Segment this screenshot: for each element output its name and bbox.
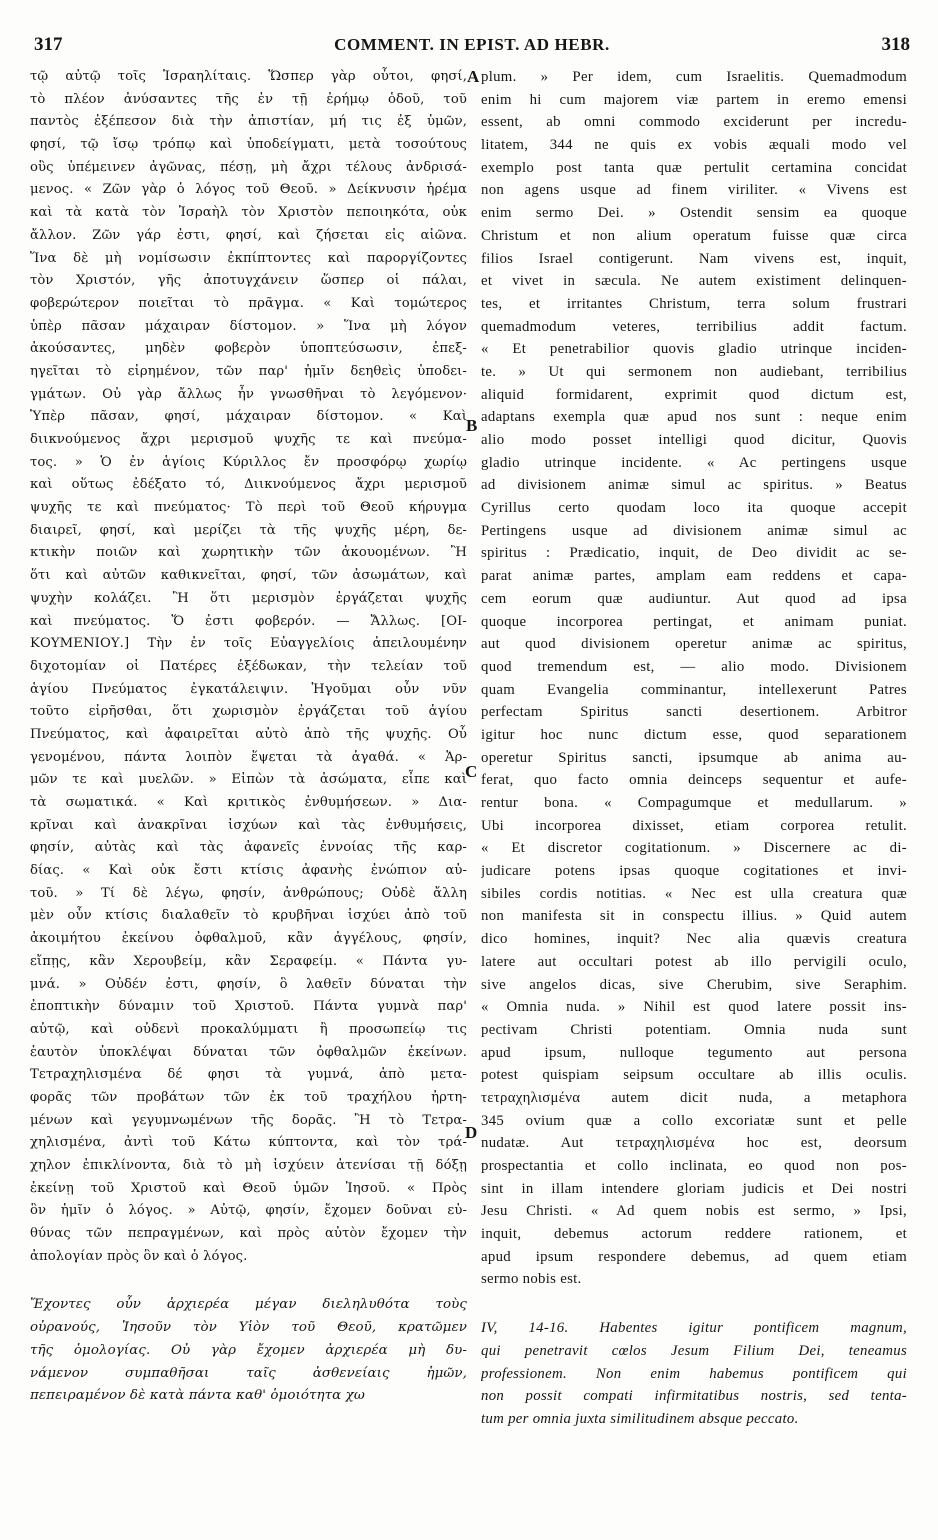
latin-text-line: « Et penetrabilior quovis gladio utrinque inciden-	[481, 341, 907, 358]
latin-text-line: litatem, 344 ne quis ex vobis æquali modo vel	[481, 137, 907, 154]
latin-text-line: « Et discretor cogitationum. » Discernere ac di-	[481, 840, 907, 857]
latin-text-line: sint in illam intendere gloriam judicis et Dei nostri	[481, 1180, 907, 1197]
greek-text-line: διικνούμενος ἄχρι μερισμοῦ ψυχῆς τε καὶ πνεύμα-	[30, 432, 467, 447]
latin-text-line: Pertingens usque ad divisionem animæ simul ac	[481, 522, 907, 539]
latin-text-line: adaptans exempla quæ apud nos sunt : neque enim	[481, 409, 907, 426]
latin-text-line: aliquid formidarent, exprimit quod dictum est,	[481, 386, 907, 403]
latin-text-line: nudatæ. Aut τετραχηλισμένα hoc est, deorsum	[481, 1135, 907, 1152]
latin-text-line: prospectantia et collo inclinata, eo quod non pos-	[481, 1158, 907, 1174]
greek-text-line: οὓς ὑπέμεινεν ἀγῶνας, πέσῃ, μὴ ἄχρι τέλους ἀνδρισά-	[30, 159, 467, 175]
latin-verse-line: tum per omnia juxta similitudinem absque peccato.	[481, 1410, 799, 1427]
latin-text-line: perfectam Spiritus sancti desertionem. Arbitror	[481, 704, 907, 721]
latin-text-line: « Omnia nuda. » Nihil est quod latere possit ins-	[481, 999, 907, 1016]
margin-letter-a: A	[467, 67, 480, 86]
greek-text-line: τὸ πλέον ἀνύσαντες τῆς ἐν τῇ ἐρήμῳ ὁδοῦ, τοῦ	[30, 91, 467, 107]
latin-verse-line: qui penetravit cœlos Jesum Filium Dei, teneamus	[481, 1342, 907, 1359]
latin-text-line: pectivam Christi potentiam. Omnia nuda sunt	[481, 1021, 907, 1038]
latin-text-line: apud ipsum, nulloque tegumento aut persona	[481, 1044, 907, 1061]
greek-text-line: ἀκοιμήτου ἐκείνου ὀφθαλμοῦ, κἂν ἀγγέλους, φησίν,	[30, 931, 467, 947]
greek-text-line: ΚΟΥΜΕΝΙΟΥ.] Τὴν ἐν τοῖς Εὐαγγελίοις ἀπειλουμένην	[30, 636, 467, 652]
greek-text-line: τῷ αὐτῷ τοῖς Ἰσραηλίταις. Ὥσπερ γὰρ οὗτοι, φησί,	[30, 69, 467, 84]
latin-text-line: apud ipsum respondere debemus, ad quem etiam	[481, 1248, 907, 1265]
latin-text-line: inquit, debemus actorum reddere rationem, et	[481, 1226, 907, 1243]
greek-text-line: Ἵνα δὲ μὴ νομίσωσιν ἐκπίπτοντες καὶ παροργίζοντες	[30, 250, 467, 266]
greek-section-gap	[30, 1268, 467, 1294]
greek-text-line: διχοτομίαν οἱ Πατέρες ἐξέδωκαν, τὴν τελείαν τοῦ	[30, 658, 467, 674]
greek-text-line: ψυχὴν κολάζει. Ἢ ὅτι μερισμὸν ἐργάζεται ψυχῆς	[30, 590, 467, 606]
latin-text-line: Cyrillus certo quodam loco ita quoque accepit	[481, 500, 907, 517]
greek-text-line: γενομένου, πάντα λοιπὸν ἕψεται τὰ ἀγαθά. « Ἁρ-	[30, 749, 467, 765]
latin-text-line: latere aut occultari potest ab illo pervigili oculo,	[481, 953, 907, 970]
latin-text-line: Jesu Christi. « Ad quem nobis est sermo, » Ipsi,	[481, 1203, 907, 1220]
latin-text-line: non manifesta sit in conspectu illius. » Quid autem	[481, 908, 907, 925]
greek-verse-line: Ἔχοντες οὖν ἀρχιερέα μέγαν διεληλυθότα τοὺς	[30, 1297, 467, 1313]
latin-text-line: Christum et non alium operatum fuisse quæ circa	[481, 227, 907, 244]
greek-text-line: ὑπὲρ πᾶσαν μάχαιραν δίστομον. » Ἵνα μὴ λόγον	[30, 318, 467, 334]
greek-text-line: κτικὴν ποιῶν καὶ χωρητικὴν τῶν ἀκουομένων. Ἢ	[30, 545, 467, 561]
greek-text-line: ηγεῖται τὸ εἰρημένον, τῶν παρ' ἡμῖν δεηθεὶς ὑποδει-	[30, 363, 467, 379]
greek-text-line: τὰ σωματικά. « Καὶ κριτικὸς ἐνθυμήσεων. » Δια-	[30, 795, 467, 810]
latin-text-line: quemadmodum veteres, terribilius addit factum.	[481, 318, 907, 335]
greek-text-line: καὶ οὕτως ἐδέξατο τό, Διικνούμενος ἄχρι μερισμοῦ	[30, 477, 467, 493]
latin-section-gap	[481, 1291, 907, 1317]
greek-text-line: χηλον ἐπικλίνοντα, διὰ τὸ μὴ ἰσχύειν ἀτενίσαι τῇ δόξῃ	[30, 1158, 467, 1173]
greek-text-line: μενος. « Ζῶν γὰρ ὁ λόγος τοῦ Θεοῦ. » Δείκνυσιν ἠρέμα	[30, 182, 467, 198]
latin-text-line: enim hi cum majorem viæ partem in eremo emensi	[481, 91, 907, 108]
latin-text-line: operetur Spiritus sancti, ipsumque ab anima au-	[481, 749, 907, 766]
latin-text-line: cem eorum quæ audiuntur. Aut quod ad ipsa	[481, 590, 907, 607]
latin-text-line: potest quispiam seipsum occultare ab illis oculis.	[481, 1067, 907, 1084]
greek-text-line: χηλισμένα, ἀντὶ τοῦ Κάτω κύπτοντα, καὶ τὸν τρά-	[30, 1135, 467, 1151]
greek-text-line: Πνεύματος, καὶ ἀφαιρεῖται αὐτὸ ἀπὸ τῆς ψυχῆς. Οὗ	[30, 726, 467, 742]
greek-text-line: γμάτων. Οὐ γὰρ ἄλλως ἦν γνωσθῆναι τὸ λεγόμενον·	[30, 386, 467, 402]
greek-text-line: Ὑπὲρ πᾶσαν, φησί, μάχαιραν δίστομον. « Καὶ	[30, 409, 467, 425]
left-page-number: 317	[34, 34, 63, 55]
latin-text-line: gladio utrinque incidente. « Ac pertingens usque	[481, 454, 907, 471]
greek-text-line: ἐποπτικὴν δύναμιν τοῦ Χριστοῦ. Πάντα γυμνὰ παρ'	[30, 999, 467, 1015]
latin-verse-line: professionem. Non enim habemus pontificem qui	[481, 1365, 907, 1382]
greek-text-line: φησί, τῷ ἴσῳ τρόπῳ καὶ ὑποδείγματι, μετὰ τοσούτους	[30, 137, 467, 153]
greek-text-line: τοῦτο εἰρῆσθαι, ὅτι χωρισμὸν ἐργάζεται τοῦ ἁγίου	[30, 704, 467, 720]
margin-letter-b: B	[466, 416, 478, 435]
latin-text-line: dico homines, inquit? Nec alia quævis creatura	[481, 931, 907, 948]
greek-text-line: καὶ τὰ κατὰ τὸν Ἰσραὴλ τὸν Χριστὸν πεποιηκότα, οὐκ	[30, 205, 467, 221]
greek-text-line: καὶ πνεύματος. Ὅ ἐστι φοβερόν. — Ἄλλως. [ΟΙ-	[30, 613, 467, 629]
latin-text-line: essent, ab omni commodo exciderunt per incredu-	[481, 114, 907, 131]
greek-text-line: φησίν, αὐτὰς καὶ τὰς ἀφανεῖς ἐννοίας τῆς καρ-	[30, 840, 467, 856]
greek-text-line: παντὸς ἐξέπεσον διὰ τὴν ἀπιστίαν, μή τις ἐξ ὑμῶν,	[30, 114, 467, 130]
greek-text-line: μένων καὶ γεγυμνωμένων τῆς δορᾶς. Ἢ τὸ Τετρα-	[30, 1112, 467, 1128]
greek-verse-line: νάμενον συμπαθῆσαι ταῖς ἀσθενείαις ἡμῶν,	[30, 1365, 467, 1381]
greek-text-line: φορᾶς τῶν προβάτων τῶν ἐκ τοῦ τραχήλου ἠρτη-	[30, 1089, 467, 1105]
latin-text-line: non agens usque ad finem viriliter. « Vivens est	[481, 182, 907, 199]
latin-text-line: aut quod divisionem operetur animæ ac spiritus,	[481, 636, 907, 653]
latin-text-line: sermo nobis est.	[481, 1271, 582, 1288]
latin-text-line: rentur bona. « Compagumque et medullarum. »	[481, 795, 907, 811]
greek-text-line: τος. » Ὁ ἐν ἁγίοις Κύριλλος ἔν προσφόρῳ χωρίῳ	[30, 454, 467, 470]
greek-verse-line: τῆς ὁμολογίας. Οὐ γὰρ ἔχομεν ἀρχιερέα μὴ δυ-	[30, 1342, 467, 1358]
greek-text-line: ἀκούσαντες, μηδὲν φοβερὸν ὑποπτεύσωσιν, ἐπεξ-	[30, 341, 467, 357]
greek-column	[30, 66, 467, 1408]
greek-text-line: μὲν οὖν κτίσις διαλαθεῖν τὸ κρυβῆναι ἰσχύει ἀπὸ τοῦ	[30, 908, 467, 924]
greek-text-line: Τετραχηλισμένα δέ φησι τὰ γυμνά, ἀπὸ μετα-	[30, 1067, 467, 1083]
greek-text-line: ἄλλον. Ζῶν γάρ ἐστι, φησί, καὶ ζήσεται εἰς αἰῶνα.	[30, 227, 467, 243]
latin-text-line: judicare potens ipsas quoque cogitationes et invi-	[481, 863, 907, 880]
latin-text-line: enim sermo Dei. » Ostendit sensim ea quoque	[481, 205, 907, 222]
greek-text-line: δίας. « Καὶ οὐκ ἔστι κτίσις ἀφανὴς ἐνώπιον αὐ-	[30, 863, 467, 879]
greek-text-line: τοῦ. » Τί δὲ λέγω, φησίν, ἀνθρώπους; Οὐδὲ ἄλλη	[30, 885, 467, 901]
latin-text-line: spiritus : Prædicatio, inquit, de Deo dividit ac se-	[481, 545, 907, 562]
margin-letter-d: D	[465, 1123, 478, 1142]
latin-text-line: 345 ovium quæ a collo excoriatæ sunt et pelle	[481, 1112, 907, 1129]
greek-text-line: ἑαυτὸν ὑποκλέψαι δύναται τῶν ὀφθαλμῶν ἐκείνων.	[30, 1044, 467, 1060]
latin-text-line: quod tremendum est, — alio modo. Divisionem	[481, 658, 907, 675]
latin-text-line: parat animæ partes, amplam eam reddens et capa-	[481, 568, 907, 585]
greek-text-line: ὃν ἡμῖν ὁ λόγος. » Αὐτῷ, φησίν, ἔχομεν δοῦναι εὐ-	[30, 1203, 467, 1219]
greek-text-line: ὅτι καὶ αὐτῶν καθικνεῖται, φησί, τῶν ἀσωμάτων, καὶ	[30, 568, 467, 584]
greek-text-line: θύνας τῶν πεπραγμένων, καὶ πρὸς αὐτὸν ἔχομεν τὴν	[30, 1226, 467, 1242]
greek-text-line: ἁγίου Πνεύματος ἐγκατάλειψιν. Ἡγοῦμαι οὖν νῦν	[30, 681, 467, 697]
latin-text-line: quoque incorporea pertingat, et animam puniat.	[481, 613, 907, 630]
latin-text-line: sibiles cordis notitias. « Nec est ulla creatura quæ	[481, 885, 907, 902]
latin-text-line: igitur hoc nunc dictum esse, quod separationem	[481, 726, 907, 743]
greek-text-line: κρῖναι καὶ ἀνακρῖναι ἰσχύων καὶ τὰς ἐνθυμήσεις,	[30, 817, 467, 833]
margin-letter-c: C	[465, 762, 478, 781]
latin-text-line: filios Israel contigerunt. Nam vivens est, inquit,	[481, 250, 907, 267]
greek-text-line: φοβερώτερον ποιεῖται τὸ πρᾶγμα. « Καὶ τομώτερος	[30, 295, 467, 311]
greek-text-line: εἴπῃς, κἂν Χερουβείμ, κἂν Σεραφείμ. « Πάντα γυ-	[30, 953, 467, 969]
greek-text-line: μῶν τε καὶ μυελῶν. » Εἰπὼν τὰ ἀσώματα, εἶπε καὶ	[30, 772, 467, 788]
latin-text-line: te. » Ut qui sermonem non audiebant, terribilius	[481, 363, 907, 380]
greek-verse-line: πεπειραμένον δὲ κατὰ πάντα καθ' ὁμοιότητα χω	[30, 1388, 365, 1404]
latin-text-line: et vivet in sæcula. Ne autem existiment delinquen-	[481, 273, 907, 290]
latin-text-line: sive angelos dicas, sive Cherubim, sive Seraphim.	[481, 976, 907, 993]
greek-text-line: αὐτῷ, καὶ οὐδενὶ προκαλύμματι ἢ προσωπείῳ τις	[30, 1021, 467, 1037]
greek-text-line: ἐκείνῃ τοῦ Χριστοῦ καὶ Θεοῦ ὑμῶν Ἰησοῦ. « Πρὸς	[30, 1180, 467, 1196]
latin-column	[481, 66, 907, 1431]
running-header	[34, 34, 910, 56]
latin-text-line: ferat, quo facto omnia deinceps sequentur et aufe-	[481, 772, 907, 789]
latin-text-line: ad divisionem animæ simul ac spiritus. » Beatus	[481, 477, 907, 494]
latin-text-line: Ubi incorporea dixisset, etiam corporea retulit.	[481, 817, 907, 834]
latin-text-line: tes, et irritantes Christum, terra solum frustrari	[481, 295, 907, 312]
latin-verse-line: IV, 14-16. Habentes igitur pontificem magnum,	[481, 1320, 907, 1337]
latin-text-line: exemplo post tanta quæ pertulit certamina concidat	[481, 159, 907, 176]
greek-text-line: ἀπολογίαν πρὸς ὃν καὶ ὁ λόγος.	[30, 1248, 248, 1264]
greek-verse-line: οὐρανούς, Ἰησοῦν τὸν Υἱὸν τοῦ Θεοῦ, κρατῶμεν	[30, 1320, 467, 1336]
greek-text-line: διαιρεῖ, φησί, καὶ μερίζει τὰ τῆς ψυχῆς μέρη, δε-	[30, 522, 467, 538]
greek-text-line: μνά. » Οὐδέν ἐστι, φησίν, ὃ λαθεῖν δύναται τὴν	[30, 976, 467, 992]
latin-verse-line: non possit compati infirmitatibus nostris, sed tenta-	[481, 1388, 907, 1405]
right-page-number: 318	[881, 34, 910, 55]
greek-text-line: ψυχῆς τε καὶ πνεύματος· Τὸ περὶ τοῦ Θεοῦ κήρυγμα	[30, 500, 467, 516]
running-title: COMMENT. IN EPIST. AD HEBR.	[334, 35, 610, 54]
latin-text-line: alio modo posset intelligi quod dicitur, Quovis	[481, 432, 907, 448]
greek-text-line: τὸν Χριστόν, γῆς ἀποτυγχάνειν ὥσπερ οἱ πάλαι,	[30, 273, 467, 289]
latin-text-line: plum. » Per idem, cum Israelitis. Quemadmodum	[481, 69, 907, 85]
latin-text-line: quam Evangelia comminantur, intellexerunt Patres	[481, 681, 907, 698]
latin-text-line: τετραχηλισμένα autem dicit nuda, a metaphora	[481, 1089, 907, 1106]
